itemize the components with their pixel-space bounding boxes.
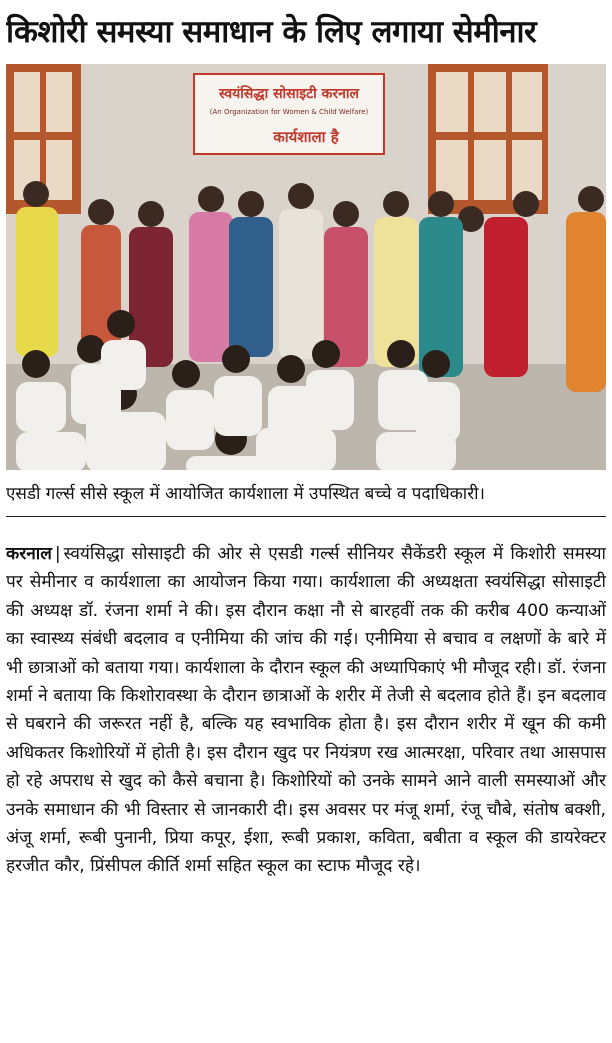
banner-subtitle: (An Organization for Women & Child Welfare) [209, 108, 369, 116]
dateline: करनाल [6, 544, 52, 564]
article-text: स्वयंसिद्धा सोसाइटी की ओर से एसडी गर्ल्स सीनियर सैकेंडरी स्कूल में किशोरी समस्या पर सेमीनार व कार्यशाला का आयोजन किया गया। कार्यशाला की अध्यक्षता स्वयंसिद्धा सोसाइटी की अध्यक्ष डॉ. रंजना शर्मा ने की। इस दौरान कक्षा नौ से बारहवीं तक की करीब 400 कन्याओं का स्वास्थ्य संबंधी बदलाव व एनीमिया की जांच की गई। एनीमिया से बचाव व लक्षणों के बारे में भी छात्राओं को बताया गया। कार्यशाला के दौरान स्कूल की अध्यापिकाएं भी मौजूद रही। डॉ. रंजना शर्मा ने बताया कि किशोरावस्था के दौरान छात्राओं के शरीर में तेजी से बदलाव होते हैं। इन बदलाव से घबराने की जरूरत नहीं है, बल्कि यह स्वभाविक होता है। इस दौरान शरीर में खून की कमी अधिकतर किशोरियों में होती है। इस दौरान खुद पर नियंत्रण रख आत्मरक्षा, परिवार तथा आसपास हो रहे अपराध से खुद को कैसे बचाना है। किशोरियों को उनके सामने आने वाली समस्याओं और उनके समाधान की भी विस्तार से जानकारी दी। इस अवसर पर मंजू शर्मा, रंजू चौबे, संतोष बक्शी, अंजू शर्मा, रूबी पुनानी, प्रिया कपूर, ईशा, रूबी प्रकाश, कविता, बबीता व स्कूल की डायरेक्टर हरजीत कौर, प्रिंसीपल कीर्ति शर्मा सहित स्कूल का स्टाफ मौजूद रहे। [6, 544, 606, 877]
dateline-separator: | [54, 544, 61, 564]
article-body [6, 540, 606, 881]
headline: किशोरी समस्या समाधान के लिए लगाया सेमीनार [6, 14, 537, 50]
window-right [428, 64, 548, 214]
news-photo [6, 64, 606, 470]
divider-rule [6, 516, 606, 517]
banner-partial-text: कार्यशाला है [273, 128, 339, 146]
photo-caption: एसडी गर्ल्स सीसे स्कूल में आयोजित कार्यशाला में उपस्थित बच्चे व पदाधिकारी। [6, 484, 486, 504]
banner-title: स्वयंसिद्धा सोसाइटी करनाल [218, 86, 360, 102]
society-banner [194, 74, 384, 154]
